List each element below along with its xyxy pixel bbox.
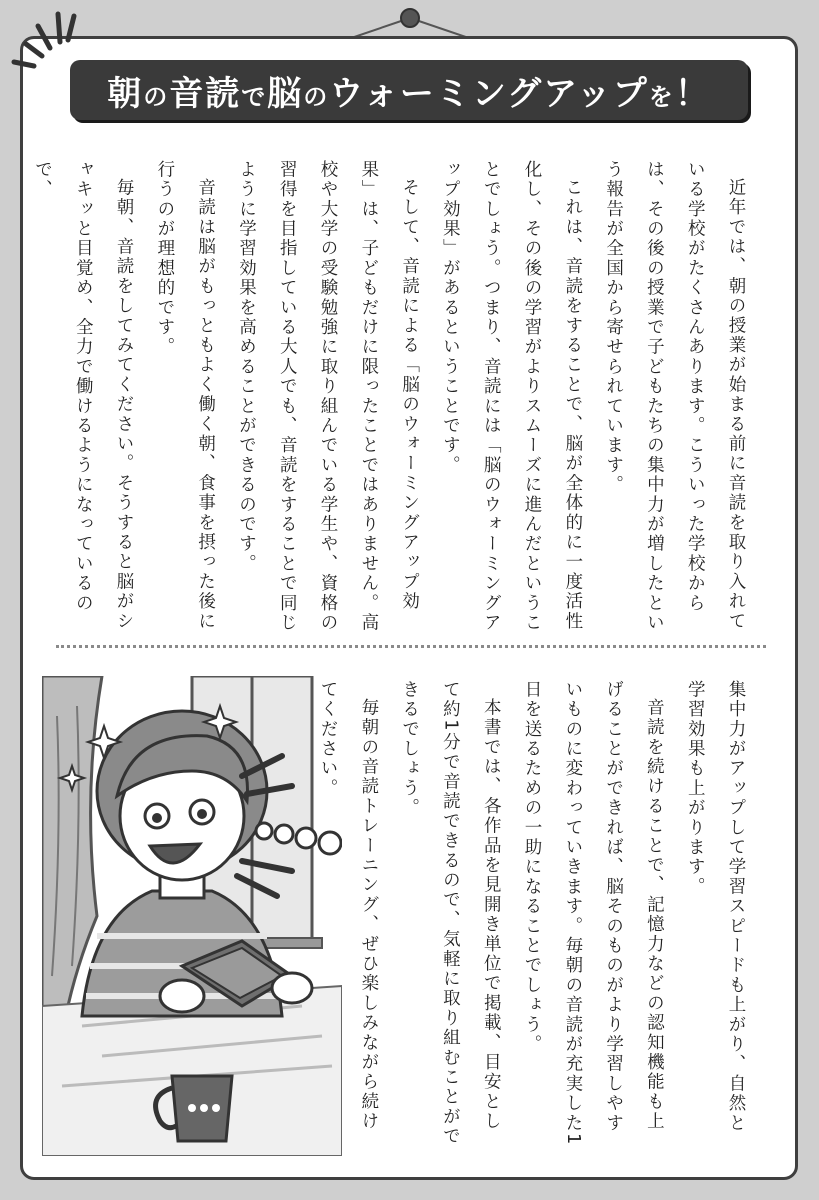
title-segment: で (241, 82, 268, 111)
title-segment: を (648, 82, 675, 111)
pin-icon (398, 6, 422, 30)
paragraph: 本書では、各作品を見開き単位で掲載、目安として約1分で音読できるので、気軽に取り組むことができるでしょう。 (399, 680, 502, 1147)
page-title (107, 66, 711, 115)
paragraph: 毎朝、音読をしてみてください。そうすると脳がシャキッと目覚め、全力で働けるようになっているので、 (32, 160, 135, 631)
dotted-divider (56, 645, 766, 648)
top-article-text (32, 160, 756, 635)
paragraph: そして、音読による「脳のウォーミングアップ効果」は、子どもだけに限ったことではありません。高校や大学の受験勉強に取り組んでいる学生や、資格の習得を目指している大人でも、音読をすることで同じように学習効果を高めることができるのです。 (236, 160, 420, 633)
bottom-article-text (318, 680, 756, 1150)
title-segment: ！ (674, 73, 711, 114)
title-segment: ウォーミングアップ (329, 73, 649, 114)
paragraph: 集中力がアップして学習スピードも上がり、自然と学習効果も上がります。 (685, 680, 746, 1134)
paragraph: 近年では、朝の授業が始まる前に音読を取り入れている学校がたくさんあります。こういった学校からは、その後の授業で子どもたちの集中力が増したという報告が全国から寄せられています。 (603, 160, 746, 633)
title-segment: の (303, 82, 330, 111)
reading-woman-illustration (42, 676, 342, 1156)
paragraph: 音読は脳がもっともよく働く朝、食事を摂った後に行うのが理想的です。 (154, 160, 216, 631)
title-segment: の (143, 82, 170, 111)
title-banner (70, 60, 748, 120)
title-segment: 朝 (107, 73, 144, 114)
paragraph: 毎朝の音読トレーニング、ぜひ楽しみながら続けてください。 (318, 680, 379, 1131)
paragraph: これは、音読をすることで、脳が全体的に一度活性化し、その後の学習がよりスムーズに進んだということでしょう。つまり、音読には「脳のウォーミングアップ効果」があるということです。 (440, 160, 583, 633)
title-segment: 音読 (169, 73, 242, 114)
title-segment: 脳 (267, 73, 304, 114)
paragraph: 音読を続けることで、記憶力などの認知機能も上げることができれば、脳そのものがより学習しやすいものに変わっていきます。毎朝の音読が充実した1日を送るための一助になることでしょう。 (522, 680, 665, 1147)
